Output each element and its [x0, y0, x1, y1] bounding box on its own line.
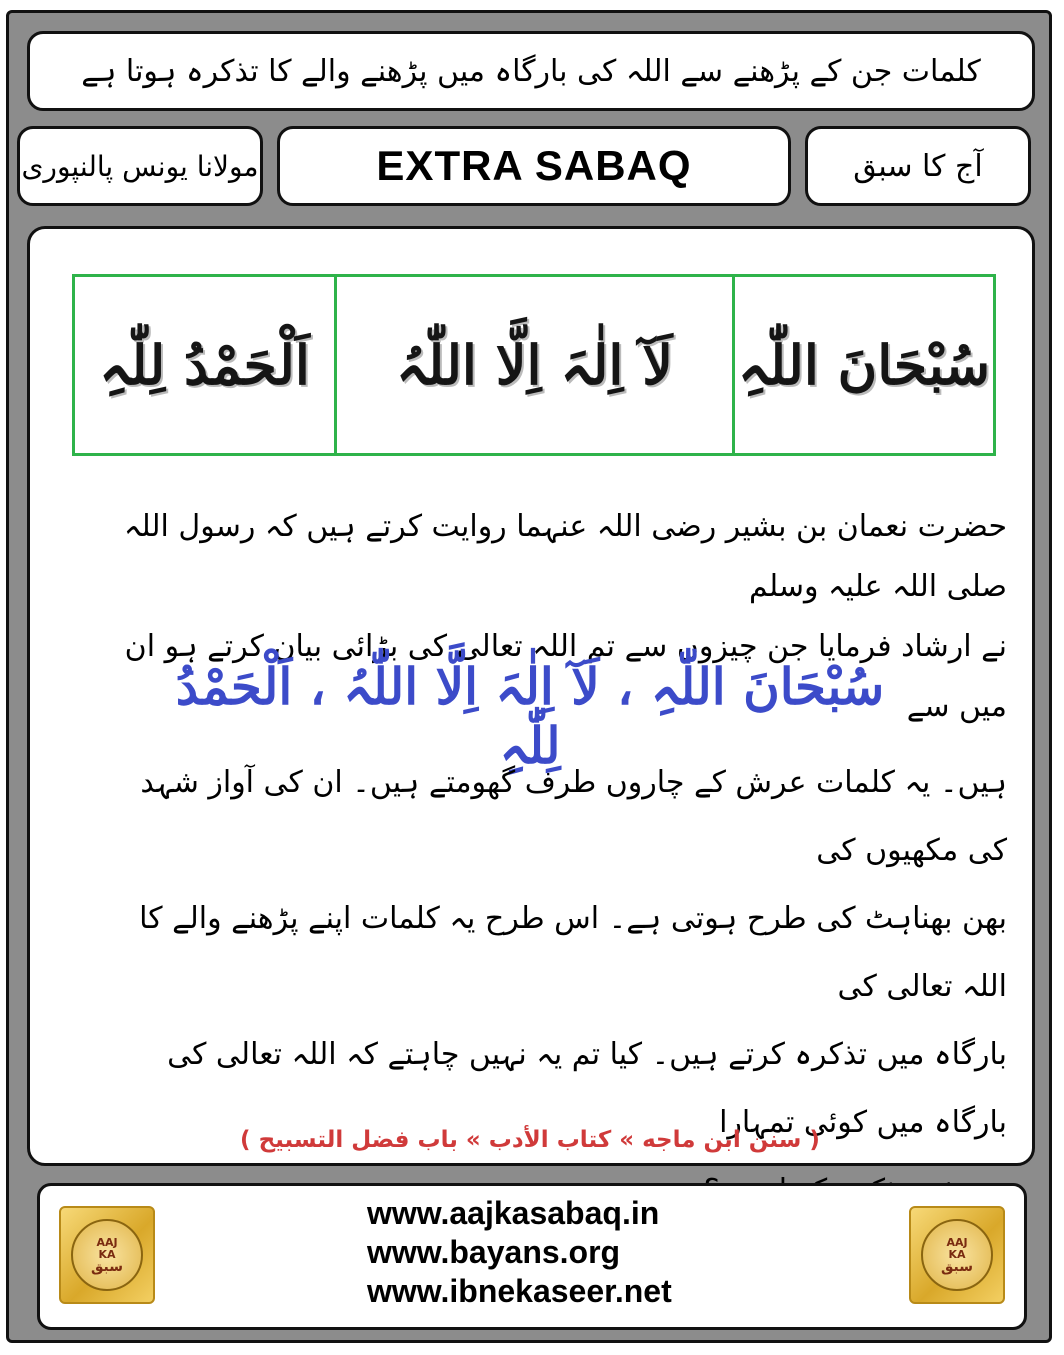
hadith-line: نے ارشاد فرمایا جن چیزوں سے تم اللہ تعالی کی بڑائی بیان کرتے ہو ان میں سے [124, 629, 1007, 724]
today-label: آج کا سبق [853, 148, 983, 184]
logo-text: KA [948, 1248, 966, 1261]
today-box [805, 126, 1031, 206]
page-title: کلمات جن کے پڑھنے سے اللہ کی بارگاہ میں پڑھنے والے کا تذکرہ ہوتا ہے [81, 53, 981, 89]
hadith-line: حضرت نعمان بن بشیر رضی اللہ عنہما روایت کرتے ہیں کہ رسول اللہ صلی اللہ علیہ وسلم [123, 509, 1007, 604]
link-bayans[interactable]: www.bayans.org [367, 1234, 621, 1270]
hadith-reference: ( سنن ابن ماجه » كتاب الأدب » باب فضل التسبيح ) [240, 1127, 820, 1153]
kalimat-highlight: سُبْحَانَ اللّٰہِ ، لَآ اِلٰہَ اِلَّا اللّٰہُ ، اَلْحَمْدُ لِلّٰہِ [175, 657, 885, 775]
kalimat-cell-alhamdulillah [75, 277, 334, 453]
subhanallah-text: سُبْحَانَ اللّٰہِ [737, 333, 991, 397]
series-title: EXTRA SABAQ [376, 142, 692, 189]
footer-panel [37, 1183, 1027, 1330]
lailaha-text: لَآ اِلٰہَ اِلَّا اللّٰہُ [395, 333, 674, 397]
hadith-line: بھن بھناہٹ کی طرح ہوتی ہے۔ اس طرح یہ کلمات اپنے پڑھنے والے کا اللہ تعالی کی [139, 901, 1007, 1004]
author-box [17, 126, 263, 206]
kalimat-table [72, 274, 996, 456]
logo-text: AAJ [946, 1236, 968, 1249]
logo-medallion [921, 1219, 993, 1291]
kalimat-cell-lailaha [334, 277, 732, 453]
website-links [367, 1194, 672, 1311]
link-aajkasabaq[interactable]: www.aajkasabaq.in [367, 1195, 660, 1231]
logo-text: سبق [940, 1259, 974, 1275]
hadith-line: ہیں۔ یہ کلمات عرش کے چاروں طرف گھومتے ہیں۔ ان کی آواز شہد کی مکھیوں کی [140, 765, 1007, 868]
author-name: مولانا یونس پالنپوری [21, 149, 259, 183]
series-box [277, 126, 791, 206]
logo-text: سبق [90, 1259, 124, 1275]
hadith-body [107, 749, 1007, 1225]
link-ibnekaseer[interactable]: www.ibnekaseer.net [367, 1273, 672, 1309]
title-bar [27, 31, 1035, 111]
content-panel [27, 226, 1035, 1166]
logo-text: AAJ [96, 1236, 118, 1249]
logo-text: KA [98, 1248, 116, 1261]
hadith-line: بارگاہ میں تذکرہ کرتے ہیں۔ کیا تم یہ نہیں چاہتے کہ اللہ تعالی کی بارگاہ میں کوئی تمہارا [167, 1037, 1007, 1140]
aaj-ka-sabaq-logo [909, 1206, 1005, 1304]
alhamdulillah-text: اَلْحَمْدُ لِلّٰہِ [99, 333, 310, 397]
kalimat-cell-subhanallah [732, 277, 993, 453]
logo-medallion [71, 1219, 143, 1291]
aaj-ka-sabaq-logo [59, 1206, 155, 1304]
